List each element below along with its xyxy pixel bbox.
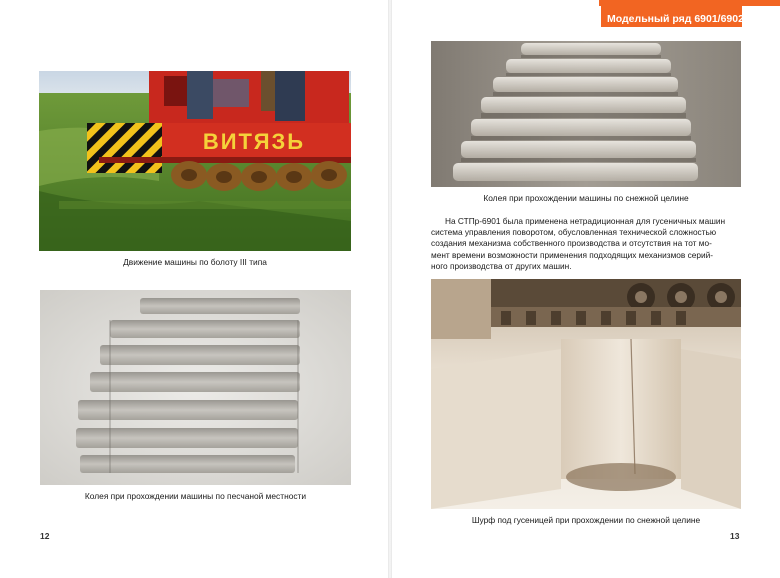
vehicle-lettering: ВИТЯЗЬ (202, 129, 306, 154)
body-line: ного производства от других машин. (431, 260, 572, 271)
body-line: На СТПр-6901 была применена нетрадиционная для гусеничных машин (445, 216, 726, 226)
book-spine (388, 0, 392, 578)
photo-snow-track (431, 41, 741, 187)
body-line: создания механизма собственного производства и отсутствия на тот мо- (431, 238, 712, 249)
series-title: Модельный ряд 6901/6902 (607, 13, 744, 25)
page-number-left: 12 (40, 531, 50, 541)
caption-snow: Колея при прохождении машины по снежной целине (483, 193, 689, 203)
caption-swamp: Движение машины по болоту III типа (123, 257, 267, 267)
body-line: мент времени возможности применения подходящих механизмов серий- (431, 249, 714, 260)
photo-swamp-vehicle (39, 71, 351, 251)
body-line: система управления поворотом, обусловленная технической сложностью (431, 227, 717, 238)
photo-snow-pit (431, 279, 741, 509)
photo-sand-track (40, 290, 351, 485)
body-paragraph (431, 216, 742, 272)
page-number-right: 13 (730, 531, 740, 541)
caption-sand: Колея при прохождении машины по песчаной местности (84, 491, 307, 501)
caption-pit: Шурф под гусеницей при прохождении по снежной целине (471, 515, 701, 525)
